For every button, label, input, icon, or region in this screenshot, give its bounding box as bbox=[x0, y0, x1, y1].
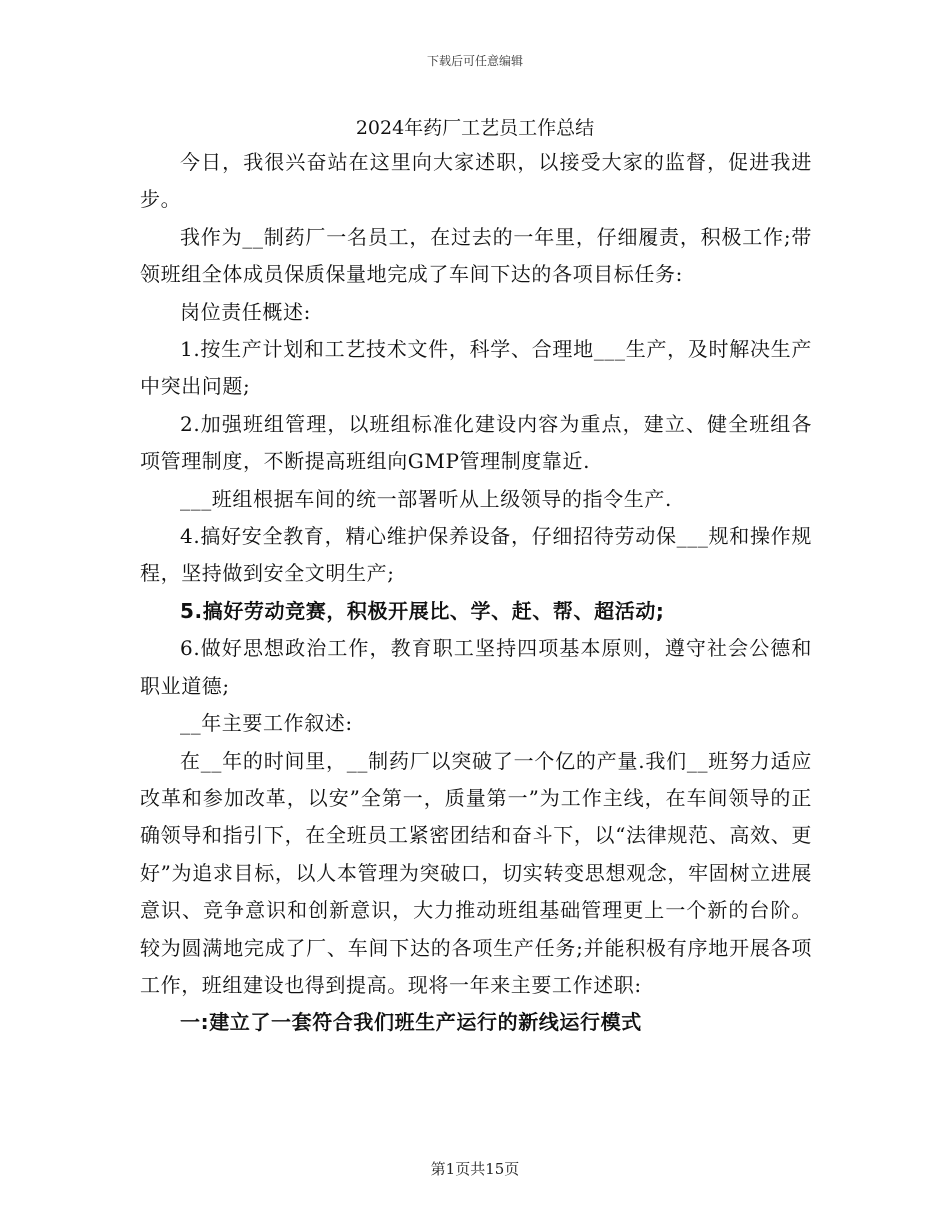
paragraph-work-summary: 在__年的时间里，__制药厂以突破了一个亿的产量.我们__班努力适应改革和参加改革，以安”全第一，质量第一”为工作主线，在车间领导的正确领导和指引下，在全班员工紧密团结和奋斗下，以“法律规范、高效、更好”为追求目标，以人本管理为突破口，切实转变思想观念，牢固树立进展意识、竞争意识和创新意识，大力推动班组基础管理更上一个新的台阶。较为圆满地完成了厂、车间下达的各项生产任务;并能积极有序地开展各项工作，班组建设也得到提高。现将一年来主要工作述职: bbox=[140, 748, 812, 997]
paragraph-duty-heading: 岗位责任概述: bbox=[180, 299, 311, 324]
paragraph-duty-1: 1.按生产计划和工艺技术文件，科学、合理地___生产，及时解决生产中突出问题; bbox=[140, 337, 812, 399]
paragraph-duty-5: 5.搞好劳动竞赛，积极开展比、学、赶、帮、超活动; bbox=[180, 598, 665, 623]
paragraph-section-1-heading: 一:建立了一套符合我们班生产运行的新线运行模式 bbox=[180, 1010, 642, 1035]
page-footer-page-number: 第1页共15页 bbox=[430, 1160, 520, 1178]
paragraph-role: 我作为__制药厂一名员工，在过去的一年里，仔细履责，积极工作;带领班组全体成员保质保量地完成了车间下达的各项目标任务: bbox=[140, 224, 813, 287]
paragraph-duty-4: 4.搞好安全教育，精心维护保养设备，仔细招待劳动保___规和操作规程，坚持做到安全文明生产; bbox=[140, 524, 812, 586]
paragraph-duty-3: ___班组根据车间的统一部署听从上级领导的指令生产. bbox=[180, 486, 672, 511]
paragraph-duty-6: 6.做好思想政治工作，教育职工坚持四项基本原则，遵守社会公德和职业道德; bbox=[140, 636, 812, 698]
paragraph-duty-2: 2.加强班组管理，以班组标准化建设内容为重点，建立、健全班组各项管理制度，不断提高班组向GMP管理制度靠近. bbox=[140, 411, 812, 474]
page-header-note: 下载后可任意编辑 bbox=[426, 54, 523, 68]
paragraph-intro: 今日，我很兴奋站在这里向大家述职，以接受大家的监督，促进我进步。 bbox=[140, 150, 812, 212]
document-title: 2024年药厂工艺员工作总结 bbox=[355, 117, 595, 139]
document-body bbox=[140, 144, 812, 1042]
paragraph-work-heading: __年主要工作叙述: bbox=[180, 711, 353, 736]
